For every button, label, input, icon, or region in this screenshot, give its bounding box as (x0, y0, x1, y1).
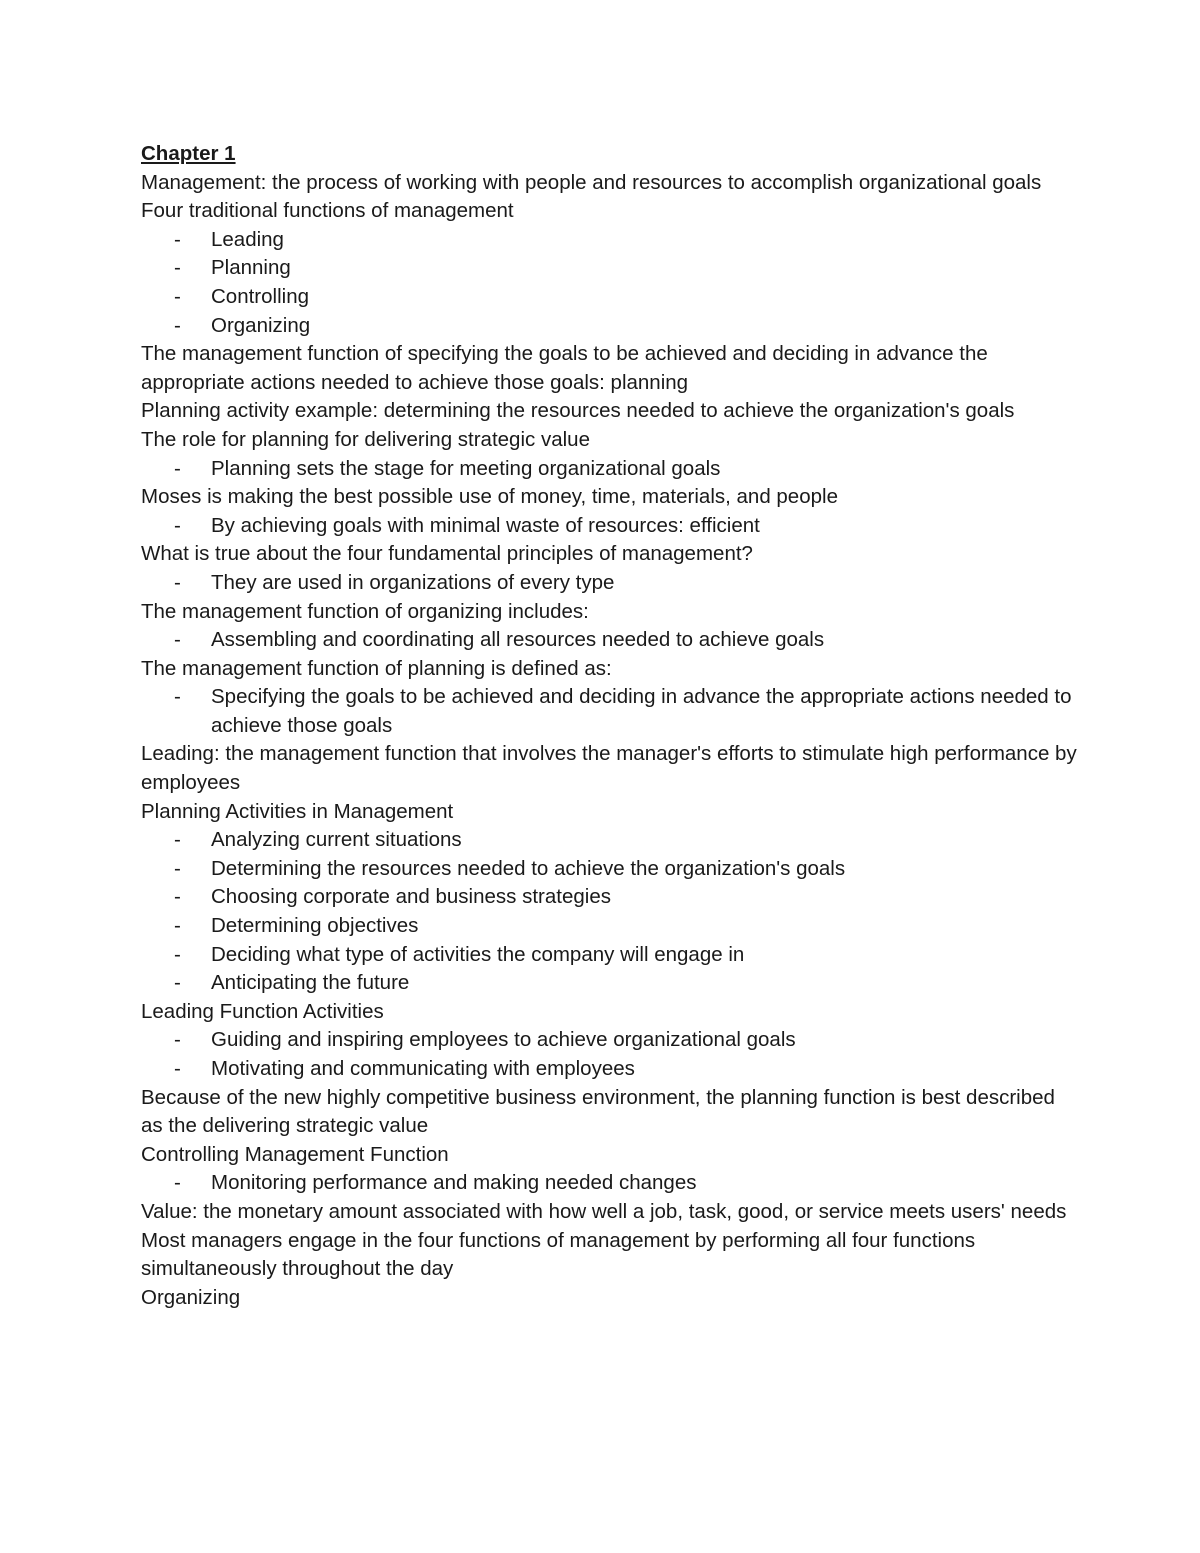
bullet-text: By achieving goals with minimal waste of resources: efficient (211, 513, 760, 537)
paragraph: Because of the new highly competitive business environment, the planning function is best described as the delivering strategic value (141, 1085, 1055, 1138)
paragraph: Management: the process of working with people and resources to accomplish organizational goals (141, 170, 1042, 194)
bullet-text: Guiding and inspiring employees to achieve organizational goals (211, 1028, 796, 1052)
bullet-dash: - (174, 456, 181, 480)
bullet-item (141, 283, 1081, 312)
paragraph: Controlling Management Function (141, 1142, 449, 1166)
bullet-dash: - (174, 1171, 181, 1195)
paragraph: The role for planning for delivering strategic value (141, 427, 590, 451)
bullet-text: Specifying the goals to be achieved and deciding in advance the appropriate actions needed to achieve those goals (211, 685, 1072, 737)
bullet-text: Analyzing current situations (211, 828, 462, 852)
bullet-item (141, 1026, 1081, 1055)
paragraph: Most managers engage in the four functions of management by performing all four functions simultaneously throughout the day (141, 1228, 976, 1281)
bullet-item (141, 912, 1081, 941)
bullet-dash: - (174, 828, 181, 852)
bullet-item (141, 826, 1081, 855)
bullet-text: Organizing (211, 313, 311, 337)
bullet-item (141, 1055, 1081, 1084)
bullet-dash: - (174, 971, 181, 995)
bullet-text: Determining objectives (211, 914, 419, 938)
bullet-dash: - (174, 856, 181, 880)
bullet-text: They are used in organizations of every type (211, 570, 615, 594)
bullet-dash: - (174, 885, 181, 909)
bullet-dash: - (174, 513, 181, 537)
bullet-dash: - (174, 256, 181, 280)
bullet-item (141, 512, 1081, 541)
document-page (141, 140, 1081, 1312)
bullet-text: Monitoring performance and making needed changes (211, 1171, 697, 1195)
bullet-dash: - (174, 942, 181, 966)
bullet-item (141, 455, 1081, 484)
paragraph: Moses is making the best possible use of money, time, materials, and people (141, 485, 838, 509)
bullet-item (141, 312, 1081, 341)
bullet-item (141, 1169, 1081, 1198)
paragraph: The management function of specifying the goals to be achieved and deciding in advance the appropriate actions needed to achieve those goals: planning (141, 342, 988, 394)
bullet-dash: - (174, 685, 181, 709)
bullet-text: Assembling and coordinating all resources needed to achieve goals (211, 628, 825, 652)
bullet-item (141, 969, 1081, 998)
bullet-dash: - (174, 628, 181, 652)
paragraph: Planning activity example: determining the resources needed to achieve the organization's goals (141, 399, 1015, 423)
bullet-item (141, 569, 1081, 598)
bullet-text: Determining the resources needed to achieve the organization's goals (211, 856, 846, 880)
bullet-item (141, 626, 1081, 655)
bullet-dash: - (174, 313, 181, 337)
paragraph: What is true about the four fundamental principles of management? (141, 542, 753, 566)
bullet-dash: - (174, 1028, 181, 1052)
bullet-text: Anticipating the future (211, 971, 410, 995)
paragraph: Value: the monetary amount associated with how well a job, task, good, or service meets users' needs (141, 1199, 1067, 1223)
bullet-text: Leading (211, 227, 284, 251)
bullet-dash: - (174, 284, 181, 308)
paragraph: Four traditional functions of management (141, 199, 514, 223)
bullet-text: Deciding what type of activities the company will engage in (211, 942, 745, 966)
bullet-dash: - (174, 914, 181, 938)
bullet-dash: - (174, 1057, 181, 1080)
paragraph: Planning Activities in Management (141, 799, 454, 823)
paragraph: Leading: the management function that involves the manager's efforts to stimulate high performance by employees (141, 742, 1077, 795)
bullet-text: Planning (211, 256, 291, 280)
document-body (141, 169, 1081, 1313)
paragraph: Organizing (141, 1285, 241, 1309)
bullet-dash: - (174, 570, 181, 594)
bullet-text: Motivating and communicating with employees (211, 1057, 635, 1080)
bullet-dash: - (174, 227, 181, 251)
bullet-item (141, 683, 1081, 740)
bullet-text: Controlling (211, 284, 309, 308)
paragraph: The management function of planning is defined as: (141, 656, 612, 680)
bullet-item (141, 855, 1081, 884)
bullet-item (141, 883, 1081, 912)
bullet-text: Planning sets the stage for meeting organizational goals (211, 456, 721, 480)
paragraph: Leading Function Activities (141, 999, 384, 1023)
bullet-text: Choosing corporate and business strategies (211, 885, 611, 909)
bullet-item (141, 226, 1081, 255)
bullet-item (141, 941, 1081, 970)
bullet-item (141, 254, 1081, 283)
page-title: Chapter 1 (141, 142, 236, 165)
paragraph: The management function of organizing includes: (141, 599, 589, 623)
